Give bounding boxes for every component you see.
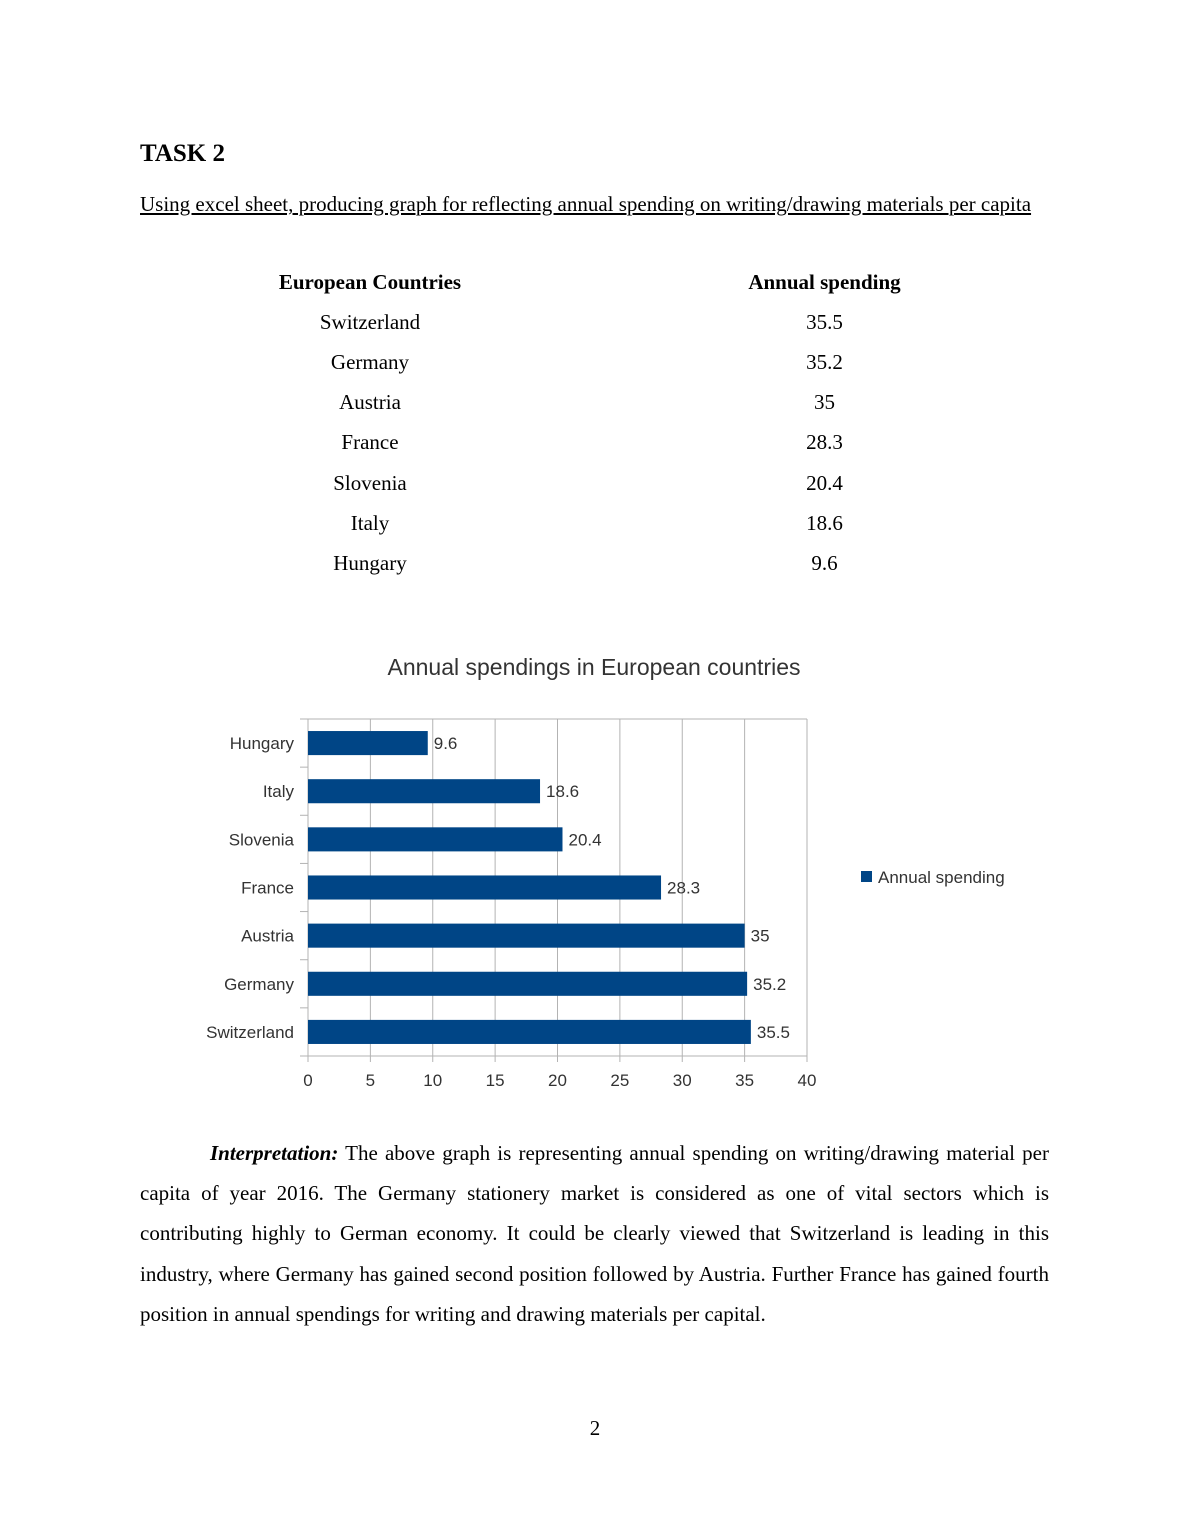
spending-cell: 35.5 bbox=[806, 309, 843, 334]
x-tick-label: 0 bbox=[303, 1071, 313, 1090]
x-tick-label: 30 bbox=[672, 1071, 692, 1090]
country-cell: Hungary bbox=[333, 550, 407, 575]
country-cell: Germany bbox=[330, 349, 410, 374]
bar bbox=[308, 924, 745, 948]
spending-cell: 35.2 bbox=[806, 349, 843, 374]
task-subtitle: Using excel sheet, producing graph for reflecting annual spending on writing/drawing materials per capita bbox=[140, 192, 1032, 216]
table-row bbox=[140, 463, 1049, 503]
table-row bbox=[140, 503, 1049, 543]
x-tick-label: 35 bbox=[735, 1071, 755, 1090]
spending-cell: 9.6 bbox=[811, 550, 838, 575]
bar bbox=[308, 1020, 751, 1044]
bar bbox=[308, 779, 540, 803]
data-label: 35.2 bbox=[753, 974, 787, 994]
task-heading: TASK 2 bbox=[140, 140, 225, 167]
interpretation-text: The above graph is representing annual spending on writing/drawing material per capita of year 2016. The Germany stationery market is considered as one of vital sectors which is contributing highly to German economy. It could be clearly viewed that Switzerland is leading in this industry, where Germany has gained second position followed by Austria. Further France has gained fourth position in annual spendings for writing and drawing materials per capital. bbox=[140, 1141, 1049, 1326]
bar bbox=[308, 972, 747, 996]
x-tick-label: 15 bbox=[485, 1071, 505, 1090]
table-row bbox=[140, 302, 1049, 342]
data-label: 18.6 bbox=[546, 782, 580, 802]
category-label: Slovenia bbox=[228, 830, 294, 850]
category-label: Italy bbox=[262, 782, 294, 802]
country-cell: Switzerland bbox=[319, 309, 421, 334]
category-label: Switzerland bbox=[206, 1022, 294, 1042]
chart-svg bbox=[150, 640, 1050, 1100]
category-label: Germany bbox=[224, 974, 294, 994]
x-tick-label: 10 bbox=[423, 1071, 443, 1090]
spending-cell: 35 bbox=[814, 390, 835, 415]
x-tick-label: 20 bbox=[548, 1071, 567, 1090]
data-label: 20.4 bbox=[568, 830, 602, 850]
column-header-country: European Countries bbox=[278, 269, 462, 294]
chart-title: Annual spendings in European countries bbox=[387, 654, 801, 680]
category-label: Hungary bbox=[229, 734, 294, 754]
page-number: 2 bbox=[589, 1416, 601, 1440]
spending-cell: 20.4 bbox=[806, 470, 843, 495]
interpretation-paragraph bbox=[140, 1133, 1049, 1334]
interpretation-lead: Interpretation: bbox=[210, 1141, 339, 1165]
spending-cell: 28.3 bbox=[806, 430, 843, 455]
x-tick-label: 25 bbox=[610, 1071, 630, 1090]
column-header-spending: Annual spending bbox=[748, 269, 901, 294]
table-header-row bbox=[140, 262, 1049, 302]
data-label: 35 bbox=[750, 926, 770, 946]
data-label: 35.5 bbox=[756, 1022, 790, 1042]
bar bbox=[308, 827, 562, 851]
data-label: 28.3 bbox=[667, 878, 701, 898]
bar bbox=[308, 875, 661, 899]
spending-chart bbox=[150, 640, 1050, 1100]
category-label: Austria bbox=[241, 926, 294, 946]
data-label: 9.6 bbox=[433, 734, 458, 754]
category-label: France bbox=[241, 878, 294, 898]
country-cell: Slovenia bbox=[333, 470, 407, 495]
spending-cell: 18.6 bbox=[806, 510, 843, 535]
table-row bbox=[140, 342, 1049, 382]
bar bbox=[308, 731, 428, 755]
country-cell: Italy bbox=[350, 510, 390, 535]
spending-table bbox=[140, 262, 1049, 584]
legend-swatch bbox=[861, 871, 872, 882]
country-cell: France bbox=[341, 430, 399, 455]
x-tick-label: 40 bbox=[797, 1071, 817, 1090]
table-row bbox=[140, 543, 1049, 583]
table-row bbox=[140, 423, 1049, 463]
legend-label: Annual spending bbox=[878, 868, 1005, 887]
country-cell: Austria bbox=[339, 390, 401, 415]
table-row bbox=[140, 383, 1049, 423]
x-tick-label: 5 bbox=[365, 1071, 376, 1090]
